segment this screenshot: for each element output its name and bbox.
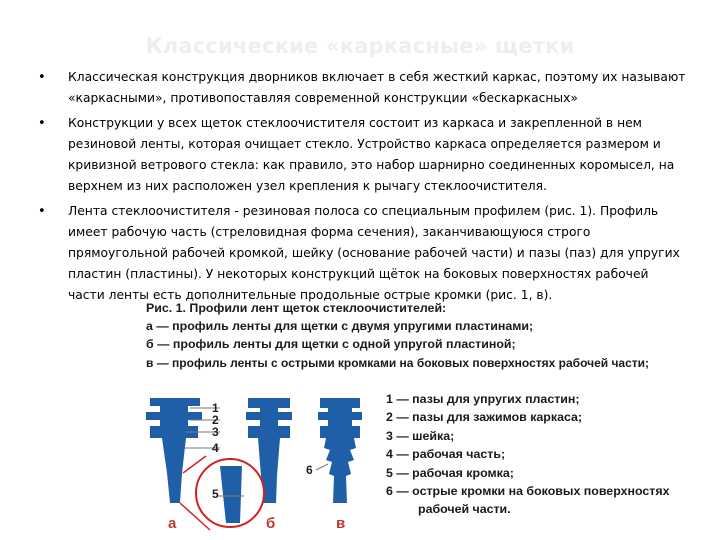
bullet-list (38, 67, 688, 310)
legend-item-6: 6 — острые кромки на боковых поверхностях (386, 484, 670, 499)
figure-caption-v: в — профиль ленты с острыми кромками на боковых поверхностях рабочей части; (146, 356, 650, 370)
legend-item-2: 2 — пазы для зажимов каркаса; (386, 410, 583, 425)
edge-zoom-highlight (180, 456, 264, 530)
legend-item-4: 4 — рабочая часть; (386, 447, 506, 462)
callout-6: 6 (306, 463, 313, 477)
figure-caption-b: б — профиль ленты для щетки с одной упругой пластиной; (146, 337, 516, 351)
profile-letter-v: в (336, 515, 346, 532)
figure-caption-a: а — профиль ленты для щетки с двумя упругими пластинами; (146, 319, 534, 333)
legend-item-6-cont: рабочей части. (418, 502, 511, 517)
profile-v (318, 398, 362, 503)
slide-title: Классические «каркасные» щетки (145, 34, 575, 58)
bullet-item: • Лента стеклоочистителя - резиновая полоса со специальным профилем (рис. 1). Профиль имеет рабочую часть (стреловидная форма сечения), заканчивающуюся строго прямоугольной рабочей кромкой, шейку (основание рабочей части) и пазы (паз) для упругих пластин (пластины). У некоторых конструкций щёток на боковых поверхностях рабочей части ленты есть дополнительные продольные острые кромки (рис. 1, в). (38, 201, 688, 306)
callout-3: 3 (212, 425, 219, 439)
profile-a (146, 398, 202, 503)
legend-item-5: 5 — рабочая кромка; (386, 465, 514, 480)
legend-item-3: 3 — шейка; (386, 428, 455, 443)
legend-item-1: 1 — пазы для упругих пластин; (386, 392, 580, 406)
bullet-item: • Классическая конструкция дворников включает в себя жесткий каркас, поэтому их называют «каркасными», противопоставляя современной конструкции «бескаркасных» (38, 67, 688, 109)
callout-2: 2 (212, 413, 219, 427)
profile-letter-a: а (168, 515, 177, 532)
bullet-item: • Конструкции у всех щеток стеклоочистителя состоит из каркаса и закрепленной в нем резиновой ленты, которая очищает стекло. Устройство каркаса определяется размером и кривизной ветрового стекла: как правило, это набор шарнирно соединенных коромысел, на верхнем из них расположен узел крепления к рычагу стеклоочистителя. (38, 113, 688, 197)
callout-5: 5 (212, 487, 219, 501)
callout-4: 4 (212, 441, 219, 455)
figure-caption-title: Рис. 1. Профили лент щеток стеклоочистителей: (146, 301, 447, 315)
figure-wiper-profiles (140, 298, 720, 540)
profile-letter-b: б (266, 515, 276, 532)
callout-1: 1 (212, 401, 219, 415)
figure-legend (386, 390, 669, 519)
